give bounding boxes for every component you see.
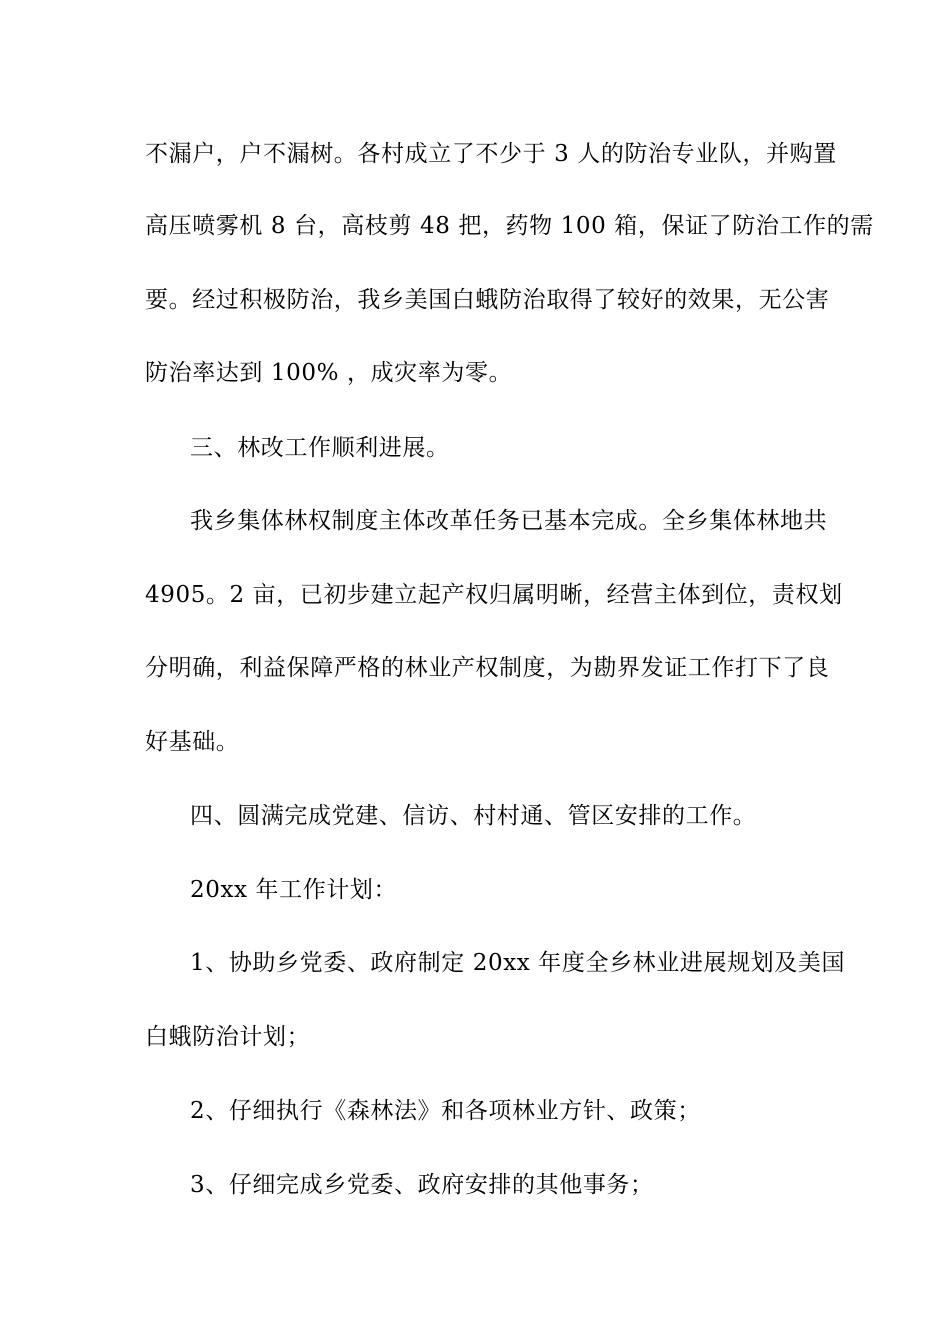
plan-heading: 20xx 年工作计划： bbox=[190, 877, 398, 903]
list-item: 3、仔细完成乡党委、政府安排的其他事务； bbox=[190, 1172, 654, 1198]
text-line: 好基础。 bbox=[145, 729, 240, 755]
section-heading: 四、圆满完成党建、信访、村村通、管区安排的工作。 bbox=[190, 803, 757, 829]
text-line: 白蛾防治计划； bbox=[145, 1024, 311, 1050]
text-line: 防治率达到 100% ，成灾率为零。 bbox=[145, 360, 513, 386]
text-line: 要。经过积极防治，我乡美国白蛾防治取得了较好的效果，无公害 bbox=[145, 287, 830, 313]
text-line: 4905。2 亩，已初步建立起产权归属明晰，经营主体到位，责权划 bbox=[145, 582, 843, 608]
section-heading: 三、林改工作顺利进展。 bbox=[190, 435, 450, 461]
text-line: 分明确，利益保障严格的林业产权制度，为勘界发证工作打下了良 bbox=[145, 655, 830, 681]
list-item: 1、协助乡党委、政府制定 20xx 年度全乡林业进展规划及美国 bbox=[190, 950, 846, 976]
text-line: 我乡集体林权制度主体改革任务已基本完成。全乡集体林地共 bbox=[190, 508, 828, 534]
text-line: 高压喷雾机 8 台，高枝剪 48 把，药物 100 箱，保证了防治工作的需 bbox=[145, 213, 874, 239]
list-item: 2、仔细执行《森林法》和各项林业方针、政策； bbox=[190, 1098, 701, 1124]
text-line: 不漏户，户不漏树。各村成立了不少于 3 人的防治专业队，并购置 bbox=[145, 141, 837, 167]
